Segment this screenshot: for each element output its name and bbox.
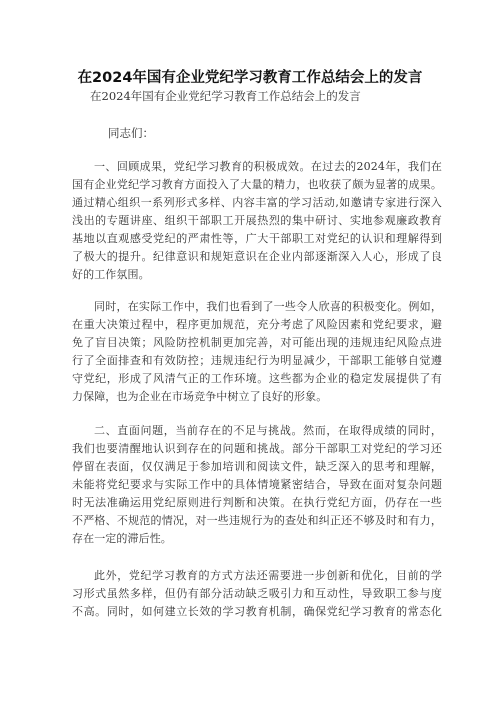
paragraph-problems-challenges (72, 422, 442, 548)
text-line: 免了盲目决策；风险防控机制更加完善，对可能出现的违规违纪风险点进 (72, 336, 442, 349)
text-line: 好的工作氛围。 (72, 268, 150, 281)
text-line: 不严格、不规范的情况，对一些违规行为的查处和纠正还不够及时和有力， (72, 514, 442, 527)
text-line: 存在一定的滞后性。 (72, 532, 172, 545)
text-line: 基地以直观感受党纪的严肃性等，广大干部职工对党纪的认识和理解得到 (72, 232, 442, 245)
paragraph-methods-innovation (72, 567, 442, 621)
text-line: 守党纪，形成了风清气正的工作环境。这些都为企业的稳定发展提供了有 (72, 372, 442, 385)
text-line: 在重大决策过程中，程序更加规范，充分考虑了风险因素和党纪要求，避 (72, 318, 442, 331)
text-line: 二、直面问题，当前存在的不足与挑战。然而，在取得成绩的同时， (94, 424, 442, 437)
paragraph-review-achievements (72, 158, 442, 284)
text-line: 习形式虽然多样，但仍有部分活动缺乏吸引力和互动性，导致职工参与度 (72, 587, 442, 600)
text-line: 此外，党纪学习教育的方式方法还需要进一步创新和优化，目前的学 (94, 569, 442, 582)
text-line: 了极大的提升。纪律意识和规矩意识在企业内部逐渐深入人心，形成了良 (72, 250, 442, 263)
text-line: 我们也要清醒地认识到存在的问题和挑战。部分干部职工对党纪的学习还 (72, 442, 442, 455)
document-subtitle: 在2024年国有企业党纪学习教育工作总结会上的发言 (90, 89, 361, 103)
text-line: 未能将党纪要求与实际工作中的具体情境紧密结合，导致在面对复杂问题 (72, 478, 442, 491)
text-line: 一、回顾成果，党纪学习教育的积极成效。在过去的2024年，我们在 (94, 160, 442, 173)
text-line: 国有企业党纪学习教育方面投入了大量的精力，也收获了颇为显著的成果。 (72, 178, 442, 191)
greeting: 同志们： (108, 126, 154, 140)
text-line: 行了全面排查和有效防控；违规违纪行为明显减少，干部职工能够自觉遵 (72, 354, 442, 367)
text-line: 同时，在实际工作中，我们也看到了一些令人欣喜的积极变化。例如， (94, 300, 442, 313)
text-line: 力保障，也为企业在市场竞争中树立了良好的形象。 (72, 390, 328, 403)
text-line: 停留在表面，仅仅满足于参加培训和阅读文件，缺乏深入的思考和理解， (72, 460, 442, 473)
text-line: 不高。同时，如何建立长效的学习教育机制，确保党纪学习教育的常态化 (72, 605, 442, 618)
document-title: 在2024年国有企业党纪学习教育工作总结会上的发言 (77, 70, 423, 86)
paragraph-positive-changes (72, 298, 442, 406)
text-line: 通过精心组织一系列形式多样、内容丰富的学习活动,如邀请专家进行深入 (72, 196, 442, 209)
text-line: 浅出的专题讲座、组织干部职工开展热烈的集中研讨、实地参观廉政教育 (72, 214, 442, 227)
text-line: 时无法准确运用党纪原则进行判断和决策。在执行党纪方面，仍存在一些 (72, 496, 442, 509)
